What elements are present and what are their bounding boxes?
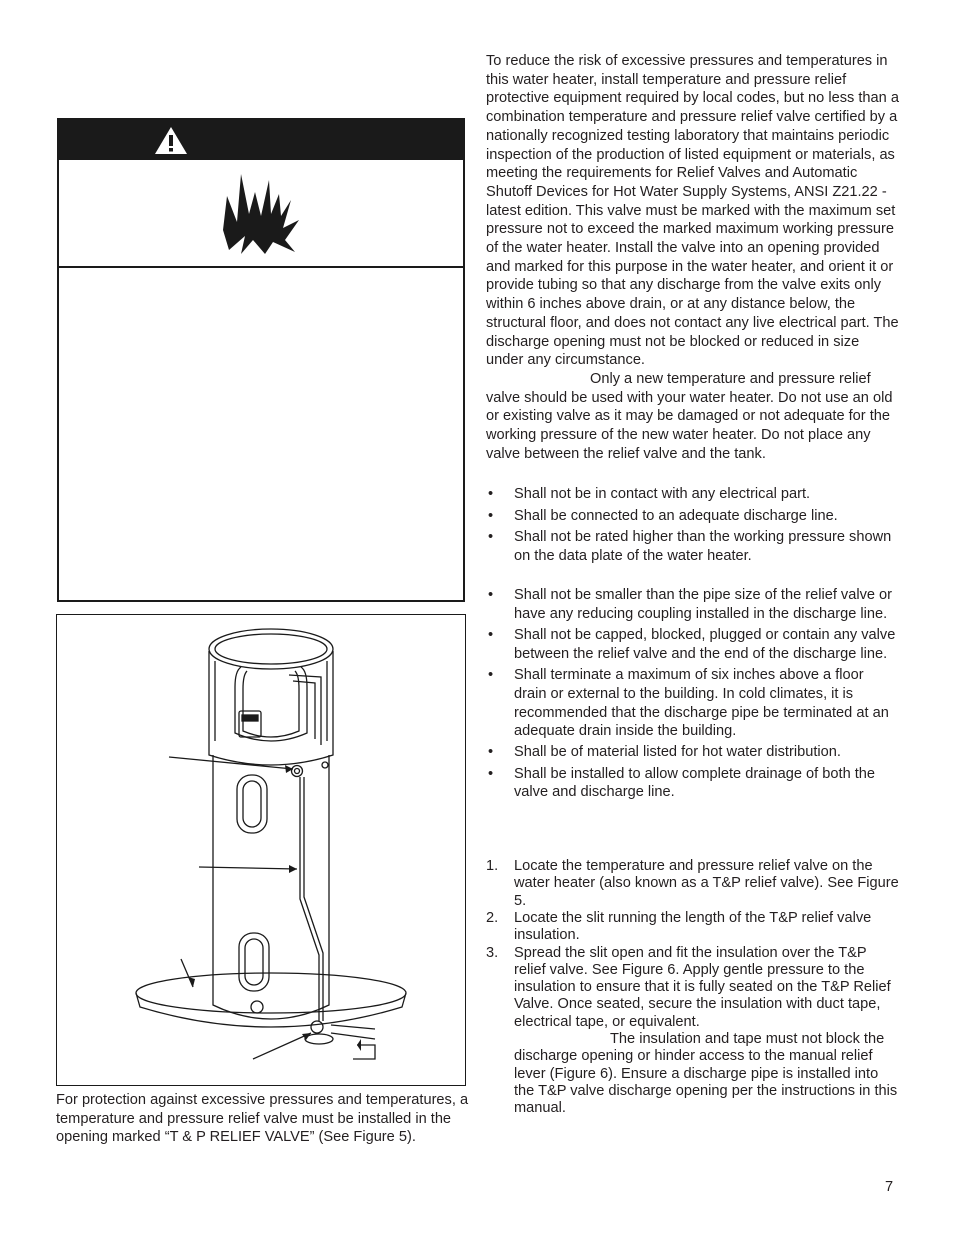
intro-paragraph: To reduce the risk of excessive pressures and temperatures in this water heater, install temperature and pressure relief protective equipment required by local codes, but no less than a combination temperature and pressure relief valve certified by a nationally recognized testing laboratory that maintains periodic inspection of the production of listed equipment or materials, as meeting the requirements for Relief Valves and Automatic Shutoff Devices for Hot Water Supply Systems, ANSI Z21.22 - latest edition. This valve must be marked with the maximum set pressure not to exceed the marked maximum working pressure of the water heater. Install the valve into an opening provided and marked for this purpose in the water heater, and orient it or provide tubing so that any discharge from the valve exits only within 6 inches above drain, or at any distance below, the structural floor, and does not contact any live electrical part. The discharge opening must not be blocked or reduced in size under any circumstance. — [486, 53, 899, 369]
page-number: 7 — [885, 1179, 894, 1195]
warning-divider — [59, 266, 463, 268]
explosion-icon — [219, 170, 303, 256]
new-valve-note: Only a new temperature and pressure relief valve should be used with your water heater. Do not use an old or existing valve as it may be damaged or not adequate for the working pressure of the new water heater. Do not place any valve between the relief valve and the tank. — [486, 370, 893, 462]
water-heater-illustration — [57, 615, 465, 1085]
figure-box — [56, 614, 466, 1086]
list-item: • Shall be connected to an adequate discharge line. — [488, 507, 838, 524]
step-item: 1. Locate the temperature and pressure relief valve on the water heater (also known as a T&P relief valve). See Figure 5. — [486, 858, 899, 909]
warning-box — [57, 118, 465, 602]
list-item: • Shall not be in contact with any electrical part. — [488, 486, 811, 503]
list-item: • Shall be of material listed for hot water distribution. — [488, 744, 841, 761]
discharge-requirements-list — [486, 586, 900, 802]
valve-requirements-list — [486, 485, 900, 565]
warning-header — [59, 120, 463, 160]
right-column — [486, 52, 900, 1117]
list-item: • Shall not be rated higher than the working pressure shown on the data plate of the water heater. — [488, 528, 892, 564]
figure-caption: For protection against excessive pressures and temperatures, a temperature and pressure relief valve must be installed in the opening marked “T & P RELIEF VALVE” (See Figure 5). — [56, 1092, 469, 1146]
list-item: • Shall not be smaller than the pipe size of the relief valve or have any reducing coupling installed in the discharge line. — [488, 587, 893, 622]
step-item: 3. Spread the slit open and fit the insulation over the T&P relief valve. See Figure 6. Apply gentle pressure to the insulation to ensure that it is fully seated on the T&P Relief Valve. Once seated, secure the insulation with duct tape, electrical tape, or equivalent. — [486, 944, 891, 1030]
step-item: 2. Locate the slit running the length of the T&P relief valve insulation. — [486, 909, 872, 944]
drain-pan — [136, 973, 406, 1013]
warning-triangle-icon — [154, 126, 188, 155]
list-item: • Shall terminate a maximum of six inches above a floor drain or external to the building. In cold climates, it is recommended that the discharge pipe be terminated at an adequate drain inside the building. — [488, 667, 889, 740]
list-item: • Shall not be capped, blocked, plugged or contain any valve between the relief valve and the end of the discharge line. — [488, 627, 896, 662]
list-item: • Shall be installed to allow complete drainage of both the valve and discharge line. — [488, 765, 876, 801]
insulation-steps — [486, 858, 900, 1031]
insulation-note: The insulation and tape must not block the discharge opening or hinder access to the manual relief lever (Figure 6). Ensure a discharge pipe is installed into the T&P valve discharge opening per the instructions in this manual. — [514, 1030, 898, 1117]
